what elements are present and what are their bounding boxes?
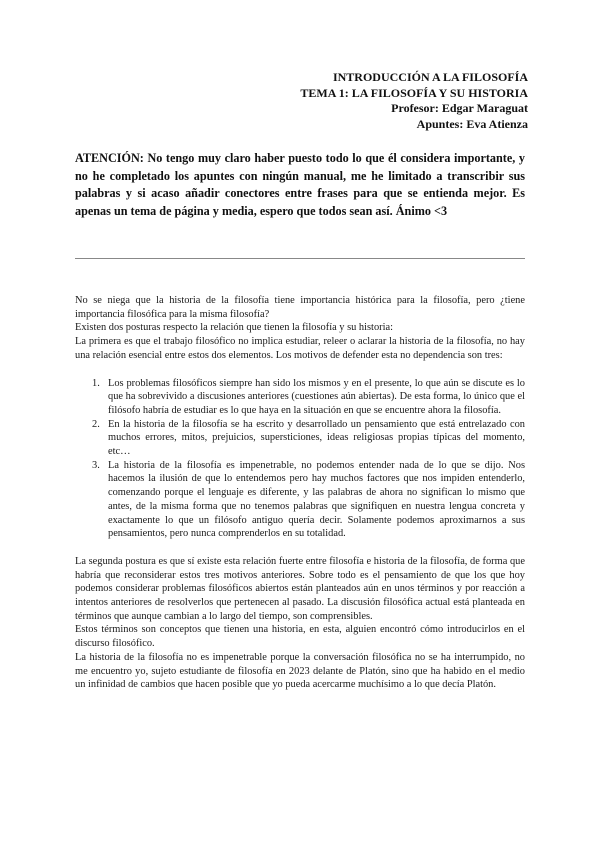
intro-paragraph-1: No se niega que la historia de la filosofía tiene importancia histórica para la filosofía, pero ¿tiene importancia filosófica para la misma filosofía? [75,295,525,320]
second-position-paragraph-3: La historia de la filosofía no es impenetrable porque la conversación filosófica no se ha interrumpido, no me encuentro yo, sujeto estudiante de filosofía en 2023 delante de Platón, sino que ha habido en el medio un infinidad de cambios que hacen posible que yo pueda acercarme muchísimo a lo que decía Platón. [75,651,525,691]
notes-author-line: Apuntes: Eva Atienza [416,116,528,131]
list-item-text: La historia de la filosofía es impenetrable, no podemos entender nada de lo que se dijo. Nos hacemos la ilusión de que lo entendemos pero hay muchos factores que nos impiden entenderlo, comenzando porque el lenguaje es diferente, y las palabras de ahora no significan lo mismo que antes, de la misma forma que no tenemos palabras que signifiquen en nuestra lengua concreta y exactamente lo que un filósofo antiguo quería decir. Solamente podemos aproximarnos a sus pensamientos, pero nunca comprenderlos en su totalidad. [108,459,525,540]
intro-paragraph-3: La primera es que el trabajo filosófico no implica estudiar, releer o aclarar la historia de la filosofía, no hay una relación esencial entre estos dos elementos. Los motivos de defender esta no dependencia son tres: [75,336,525,361]
list-item [75,377,525,418]
course-title: INTRODUCCIÓN A LA FILOSOFÍA [332,70,528,84]
list-item [75,418,525,459]
list-item-text: Los problemas filosóficos siempre han sido los mismos y en el presente, lo que aún se discute es lo que ha sobrevivido a discusiones anteriores (cuestiones aún abiertas). De esta forma, lo único que el filósofo habría de estudiar es lo que haya en la situación en que se encuentre ahora la filosofía. [108,377,525,416]
second-position-paragraph-1: La segunda postura es que sí existe esta relación fuerte entre filosofía e historia de la filosofía, de forma que habría que reconsiderar estos tres motivos anteriores. Sobre todo es el pensamiento de que los que hoy podemos considerar problemas filosóficos abiertos están planteados aún en unos términos y por reacción a intentos anteriores de resolverlos que pertenecen al pasado. La discusión filosófica actual está planteada en términos que aunque cambian a lo largo del tiempo, son comprensibles. [75,555,525,622]
document-body [75,294,525,692]
horizontal-divider [75,258,525,259]
intro-paragraph-2: Existen dos posturas respecto la relación que tienen la filosofía y su historia: [75,322,393,334]
second-position-paragraph-2: Estos términos son conceptos que tienen una historia, en esta, alguien encontró cómo introducirlos en el discurso filosófico. [75,624,525,650]
list-item [75,459,525,541]
professor-line: Profesor: Edgar Maraguat [391,101,528,115]
spacer [75,541,525,555]
document-header [300,70,528,132]
attention-note: ATENCIÓN: No tengo muy claro haber puesto todo lo que él considera importante, y no he completado los apuntes con ningún manual, me he limitado a transcribir sus palabras y si acaso añadir conectores entre frases para que se entienda mejor. Es apenas un tema de página y media, espero que todos sean así. Ánimo <3 [75,151,525,218]
list-number: 2. [92,418,100,430]
reasons-list [75,377,525,541]
spacer [75,363,525,377]
list-item-text: En la historia de la filosofía se ha escrito y desarrollado un pensamiento que está entrelazado con muchos errores, mitos, prejuicios, supersticiones, ideas religiosas propias típicas del momento, etc… [108,418,525,458]
list-number: 3. [92,459,100,471]
topic-title: TEMA 1: LA FILOSOFÍA Y SU HISTORIA [300,85,528,100]
list-number: 1. [92,377,100,389]
